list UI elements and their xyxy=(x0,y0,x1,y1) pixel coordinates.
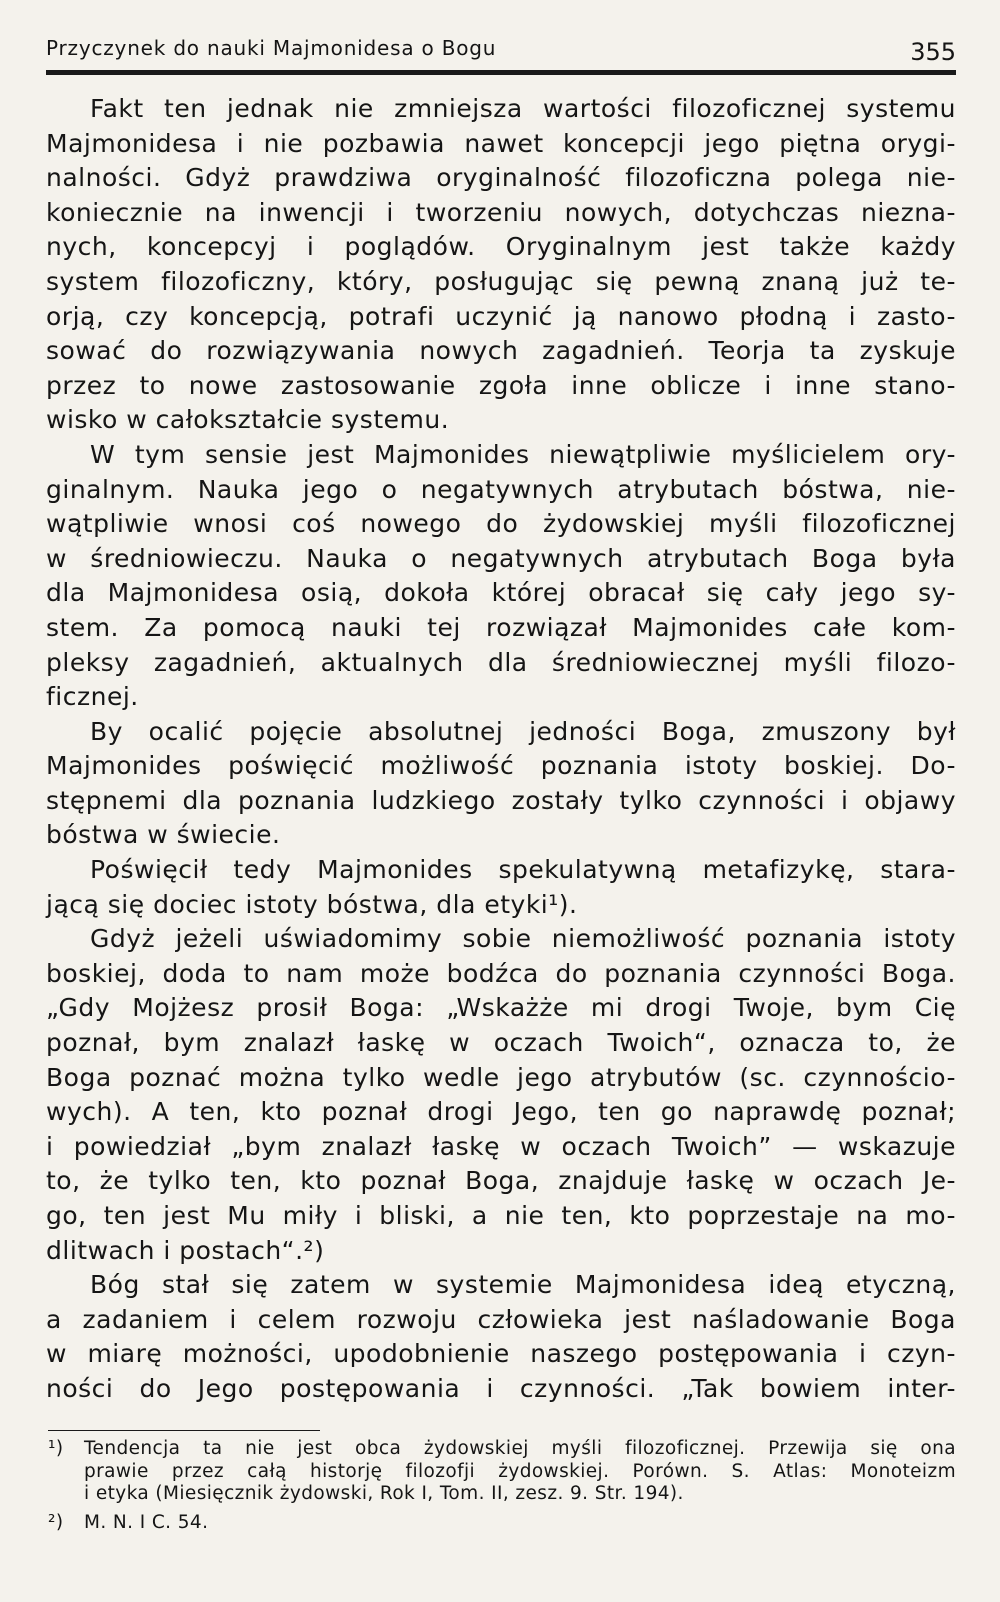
text-line: nalności. Gdyż prawdziwa oryginalność filozoficzna polega nie- xyxy=(46,163,956,193)
text-line: W tym sensie jest Majmonides niewątpliwie myślicielem ory- xyxy=(90,439,956,469)
footnotes xyxy=(48,1438,956,1534)
text-line: wisko w całokształcie systemu. xyxy=(46,405,450,435)
text-line: ności do Jego postępowania i czynności. „Tak bowiem inter- xyxy=(46,1373,956,1403)
text-line: Majmonides poświęcić możliwość poznania istoty boskiej. Do- xyxy=(46,751,956,781)
text-line: dlitwach i postach“.²) xyxy=(46,1235,325,1265)
paragraph xyxy=(46,438,956,715)
text-line: orją, czy koncepcją, potrafi uczynić ją nanowo płodną i zasto- xyxy=(46,301,956,331)
footnote-mark: ²) xyxy=(48,1511,64,1533)
paragraph xyxy=(46,853,956,922)
text-line: Fakt ten jednak nie zmniejsza wartości filozoficznej systemu xyxy=(90,94,956,123)
text-line: i powiedział „bym znalazł łaskę w oczach Twoich” — wskazuje xyxy=(46,1131,956,1161)
text-line: ficznej. xyxy=(46,682,139,712)
text-line: „Gdy Mojżesz prosił Boga: „Wskażże mi drogi Twoje, bym Cię xyxy=(46,993,956,1023)
paragraph xyxy=(46,922,956,1268)
text-line: a zadaniem i celem rozwoju człowieka jest naśladowanie Boga xyxy=(46,1304,956,1334)
text-line: bóstwa w świecie. xyxy=(46,820,281,850)
paragraph xyxy=(46,1268,956,1406)
footnote xyxy=(48,1438,956,1506)
text-line: Majmonidesa i nie pozbawia nawet koncepcji jego piętna orygi- xyxy=(46,128,956,158)
running-header xyxy=(46,34,956,75)
text-line: nych, koncepcyj i poglądów. Oryginalnym jest także każdy xyxy=(46,232,956,262)
text-line: to, że tylko ten, kto poznał Boga, znajduje łaskę w oczach Je- xyxy=(46,1166,956,1196)
footnote-divider xyxy=(48,1430,320,1431)
text-line: w miarę możności, upodobnienie naszego postępowania i czyn- xyxy=(46,1339,956,1369)
text-line: boskiej, doda to nam może bodźca do poznania czynności Boga. xyxy=(46,958,956,988)
text-line: dla Majmonidesa osią, dokoła której obracał się cały jego sy- xyxy=(46,578,956,608)
text-line: By ocalić pojęcie absolutnej jedności Boga, zmuszony był xyxy=(90,716,956,746)
text-line: Bóg stał się zatem w systemie Majmonidesa ideą etyczną, xyxy=(90,1270,956,1300)
paragraph xyxy=(46,715,956,853)
text-line: ginalnym. Nauka jego o negatywnych atrybutach bóstwa, nie- xyxy=(46,474,956,504)
footnote-mark: ¹) xyxy=(48,1438,64,1459)
footnote-line: Tendencja ta nie jest obca żydowskiej myśli filozoficznej. Przewija się ona xyxy=(84,1438,956,1459)
footnote-line: M. N. I C. 54. xyxy=(84,1511,209,1533)
text-line: stem. Za pomocą nauki tej rozwiązał Majmonides całe kom- xyxy=(46,612,956,642)
text-line: Boga poznać można tylko wedle jego atrybutów (sc. czynnościo- xyxy=(46,1062,956,1092)
page-number: 355 xyxy=(910,38,956,66)
footnote xyxy=(48,1512,956,1535)
paragraph xyxy=(46,92,956,438)
text-line: stępnemi dla poznania ludzkiego zostały tylko czynności i objawy xyxy=(46,785,956,815)
text-line: Poświęcił tedy Majmonides spekulatywną metafizykę, stara- xyxy=(90,855,956,885)
text-line: przez to nowe zastosowanie zgoła inne oblicze i inne stano- xyxy=(46,370,956,400)
text-line: system filozoficzny, który, posługując się pewną znaną już te- xyxy=(46,266,956,296)
text-line: sować do rozwiązywania nowych zagadnień. Teorja ta zyskuje xyxy=(46,336,956,366)
footnote-line: i etyka (Miesięcznik żydowski, Rok I, Tom. II, zesz. 9. Str. 194). xyxy=(84,1483,684,1504)
text-line: pleksy zagadnień, aktualnych dla średniowiecznej myśli filozo- xyxy=(46,647,956,677)
text-line: wątpliwie wnosi coś nowego do żydowskiej myśli filozoficznej xyxy=(46,509,956,539)
text-line: w średniowieczu. Nauka o negatywnych atrybutach Boga była xyxy=(46,543,956,573)
text-line: wych). A ten, kto poznał drogi Jego, ten go naprawdę poznał; xyxy=(46,1097,956,1127)
body-text xyxy=(46,92,956,1407)
text-line: koniecznie na inwencji i tworzeniu nowych, dotychczas niezna- xyxy=(46,197,956,227)
text-line: jącą się dociec istoty bóstwa, dla etyki¹). xyxy=(46,889,578,919)
footnote-line: prawie przez całą historję filozofji żydowskiej. Porówn. S. Atlas: Monoteizm xyxy=(84,1460,956,1482)
text-line: Gdyż jeżeli uświadomimy sobie niemożliwość poznania istoty xyxy=(90,924,956,954)
running-title: Przyczynek do nauki Majmonidesa o Bogu xyxy=(46,36,497,60)
text-line: go, ten jest Mu miły i bliski, a nie ten, kto poprzestaje na mo- xyxy=(46,1201,956,1230)
text-line: poznał, bym znalazł łaskę w oczach Twoich“, oznacza to, że xyxy=(46,1028,956,1058)
